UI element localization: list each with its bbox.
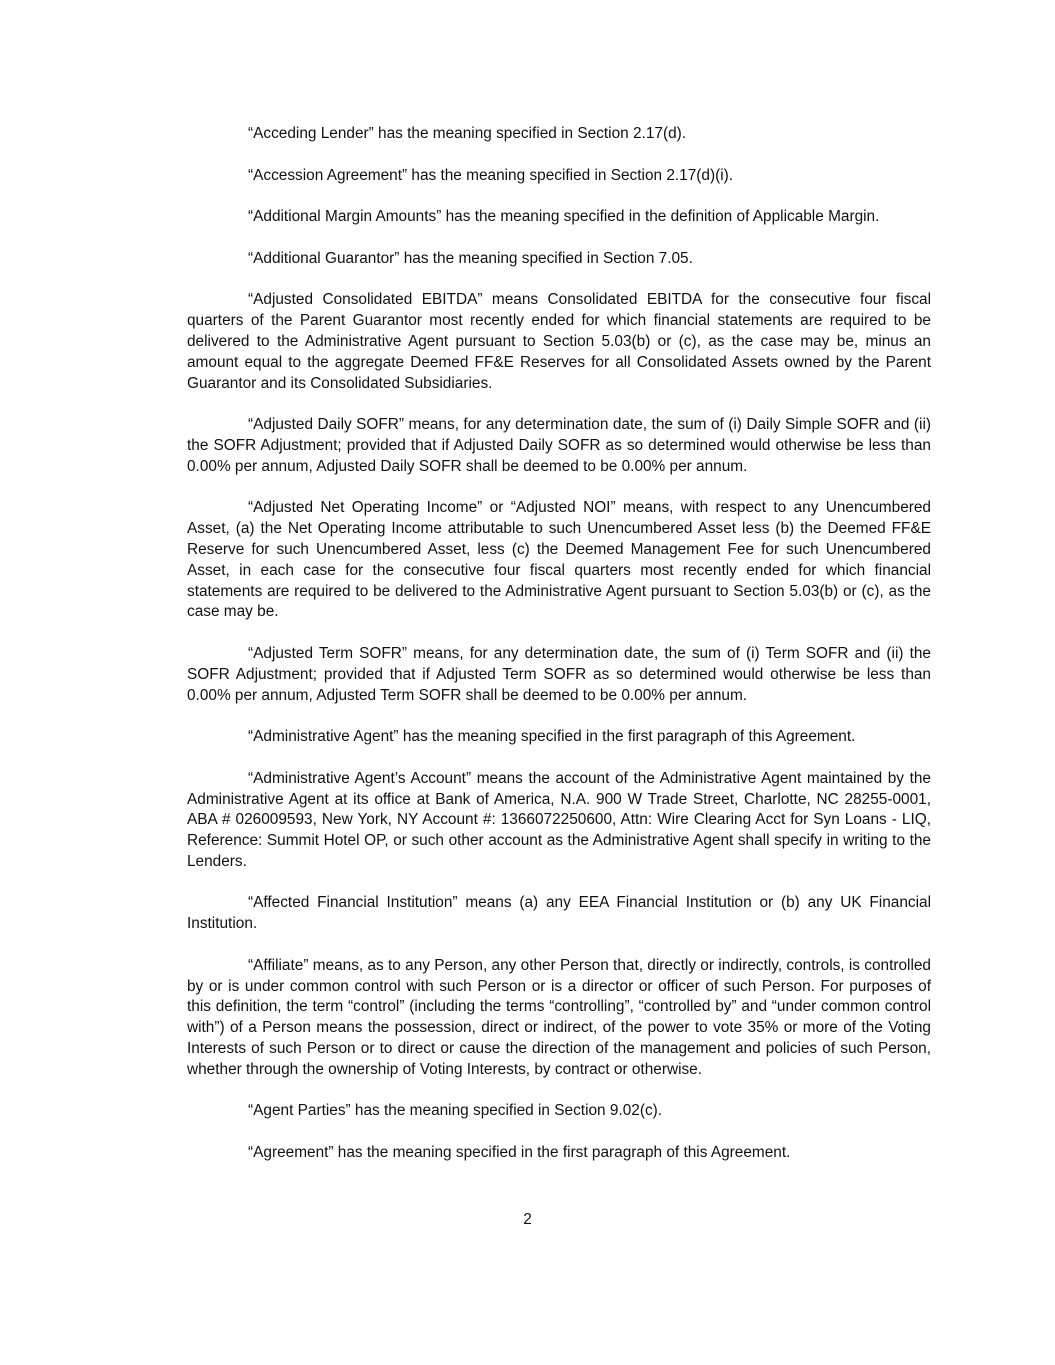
page-number: 2 [523,1211,532,1228]
definition-administrative-agent: “Administrative Agent” has the meaning specified in the first paragraph of this Agreement. [248,728,856,746]
definition-affiliate: “Affiliate” means, as to any Person, any other Person that, directly or indirectly, controls, is controlled by or is under common control with such Person or is a director or officer of such Person. For purposes of this definition, the term “control” (including the terms “controlling”, “controlled by” and “under common control with”) of a Person means the possession, direct or indirect, of the power to vote 35% or more of the Voting Interests of such Person or to direct or cause the direction of the management and policies of such Person, whether through the ownership of Voting Interests, by contract or otherwise. [187,956,931,1078]
definition-adjusted-consolidated-ebitda: “Adjusted Consolidated EBITDA” means Consolidated EBITDA for the consecutive four fiscal quarters of the Parent Guarantor most recently ended for which financial statements are required to be delivered to the Administrative Agent pursuant to Section 5.03(b) or (c), as the case may be, minus an amount equal to the aggregate Deemed FF&E Reserves for all Consolidated Assets owned by the Parent Guarantor and its Consolidated Subsidiaries. [187,291,931,392]
definition-agent-parties: “Agent Parties” has the meaning specified in Section 9.02(c). [248,1102,663,1120]
document-page [187,124,931,1185]
definition-adjusted-net-operating-income: “Adjusted Net Operating Income” or “Adjusted NOI” means, with respect to any Unencumbered Asset, (a) the Net Operating Income attributable to such Unencumbered Asset less (b) the Deemed FF&E Reserve for such Unencumbered Asset, less (c) the Deemed Management Fee for such Unencumbered Asset, in each case for the consecutive four fiscal quarters most recently ended for which financial statements are required to be delivered to the Administrative Agent pursuant to Section 5.03(b) or (c), as the case may be. [187,499,931,621]
definition-adjusted-daily-sofr: “Adjusted Daily SOFR” means, for any determination date, the sum of (i) Daily Simple SOFR and (ii) the SOFR Adjustment; provided that if Adjusted Daily SOFR as so determined would otherwise be less than 0.00% per annum, Adjusted Daily SOFR shall be deemed to be 0.00% per annum. [187,416,931,475]
definition-adjusted-term-sofr: “Adjusted Term SOFR” means, for any determination date, the sum of (i) Term SOFR and (ii) the SOFR Adjustment; provided that if Adjusted Term SOFR as so determined would otherwise be less than 0.00% per annum, Adjusted Term SOFR shall be deemed to be 0.00% per annum. [187,644,931,704]
definition-accession-agreement: “Accession Agreement” has the meaning specified in Section 2.17(d)(i). [248,166,734,184]
definition-acceding-lender: “Acceding Lender” has the meaning specified in Section 2.17(d). [248,125,687,142]
definition-agreement: “Agreement” has the meaning specified in the first paragraph of this Agreement. [248,1144,791,1162]
definition-additional-margin-amounts: “Additional Margin Amounts” has the meaning specified in the definition of Applicable Margin. [248,208,880,226]
definition-affected-financial-institution: “Affected Financial Institution” means (a) any EEA Financial Institution or (b) any UK Financial Institution. [187,894,931,933]
definition-administrative-agents-account: “Administrative Agent’s Account” means the account of the Administrative Agent maintained by the Administrative Agent at its office at Bank of America, N.A. 900 W Trade Street, Charlotte, NC 28255-0001, ABA # 026009593, New York, NY Account #: 1366072250600, Attn: Wire Clearing Acct for Syn Loans - LIQ, Reference: Summit Hotel OP, or such other account as the Administrative Agent shall specify in writing to the Lenders. [187,769,931,870]
definition-additional-guarantor: “Additional Guarantor” has the meaning specified in Section 7.05. [248,249,693,267]
